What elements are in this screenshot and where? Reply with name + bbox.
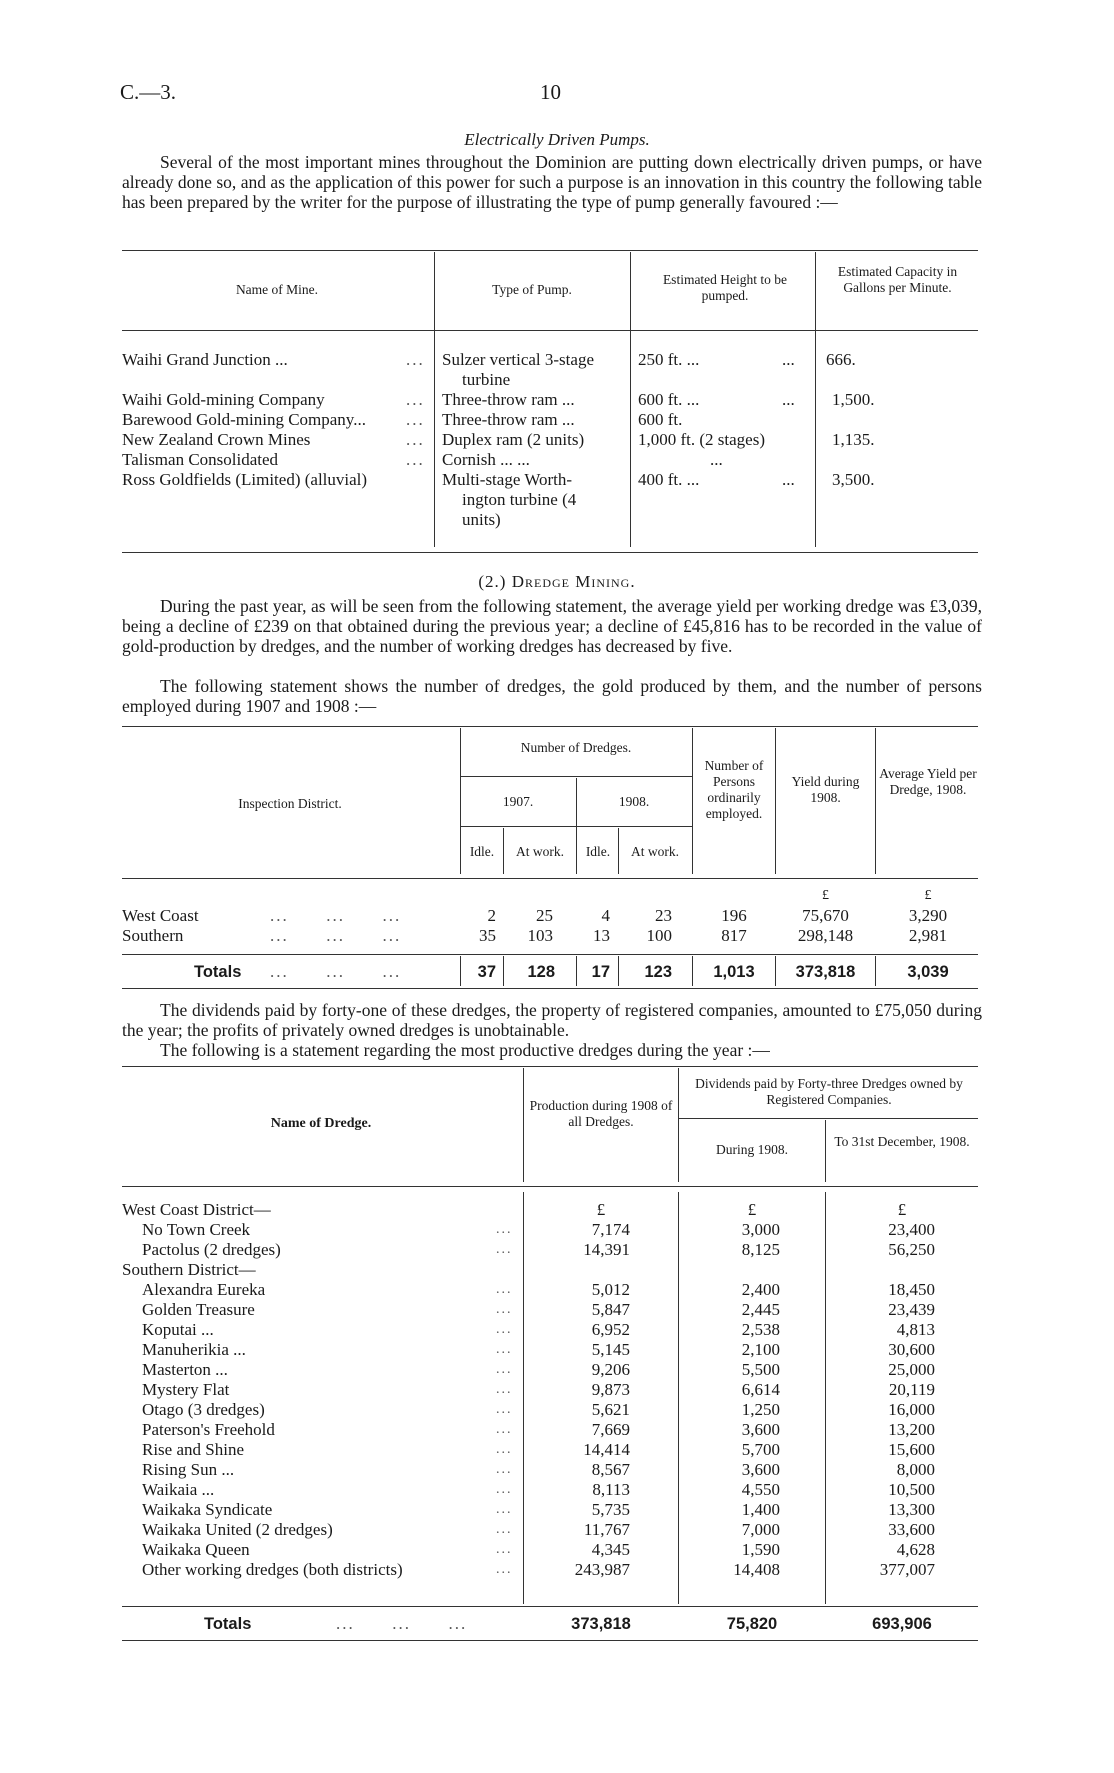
production: 5,621 xyxy=(591,1400,630,1419)
pump-height-dots: ... xyxy=(782,470,795,489)
dividend-during-1908: 2,400 xyxy=(741,1280,780,1299)
pump-type: Multi-stage Worth- xyxy=(442,470,573,489)
currency-symbol: £ xyxy=(897,1200,907,1219)
pump-capacity: 1,135. xyxy=(832,430,875,449)
pumps-header-capacity: Estimated Capacity in Gallons per Minute. xyxy=(837,264,958,295)
persons: 196 xyxy=(721,906,747,925)
dredge-header-idle-1908: Idle. xyxy=(585,844,611,859)
dividend-during-1908: 5,500 xyxy=(741,1360,780,1379)
dividend-to-dec-1908: 4,628 xyxy=(896,1540,935,1559)
pump-type: Three-throw ram ... xyxy=(442,410,575,429)
dividend-to-dec-1908: 30,600 xyxy=(888,1340,935,1359)
dredge-name: Waikaka Syndicate xyxy=(142,1500,273,1519)
dredge-name: No Town Creek xyxy=(142,1220,251,1239)
persons: 817 xyxy=(721,926,747,945)
dividend-during-1908: 8,125 xyxy=(741,1240,780,1259)
pump-height: ... xyxy=(710,450,723,469)
pumps-intro: Several of the most important mines throughout the Dominion are putting down electrically driven pumps, or have already done so, and as the application of this power for such a purpose is an innovation in this country the following table has been prepared by the writer for the purpose of illustrating the type of pump generally favoured :— xyxy=(122,152,982,212)
production: 8,567 xyxy=(591,1460,630,1479)
production: 5,145 xyxy=(591,1340,630,1359)
dredge-para2: The following statement shows the number of dredges, the gold produced by them, and the number of persons employed during 1907 and 1908 :— xyxy=(122,676,982,716)
currency-symbol: £ xyxy=(822,888,829,903)
production: 5,012 xyxy=(591,1280,630,1299)
dividend-to-dec-1908: 16,000 xyxy=(888,1400,935,1419)
dividend-to-dec-1908: 8,000 xyxy=(896,1460,935,1479)
dividend-during-1908: 3,000 xyxy=(741,1220,780,1239)
dredge-header-number: Number of Dredges. xyxy=(520,740,632,755)
dredge-header-district: Inspection District. xyxy=(238,796,342,811)
production: 5,735 xyxy=(591,1500,630,1519)
dividend-during-1908: 1,250 xyxy=(741,1400,780,1419)
dividend-to-dec-1908: 20,119 xyxy=(888,1380,935,1399)
pump-height-dots: ... xyxy=(782,390,795,409)
production: 7,174 xyxy=(591,1220,630,1239)
total-production: 373,818 xyxy=(571,1615,631,1633)
dividend-to-dec-1908: 33,600 xyxy=(888,1520,935,1539)
dividend-during-1908: 5,700 xyxy=(741,1440,780,1459)
yield: 75,670 xyxy=(802,906,849,925)
idle-1907: 35 xyxy=(479,926,496,945)
dividend-during-1908: 4,550 xyxy=(741,1480,780,1499)
dividend-during-1908: 3,600 xyxy=(741,1420,780,1439)
pump-type: Cornish ... ... xyxy=(442,450,530,469)
dividend-to-dec-1908: 4,813 xyxy=(896,1320,935,1339)
dividend-during-1908: 1,590 xyxy=(741,1540,780,1559)
total-during-1908: 75,820 xyxy=(726,1615,778,1633)
dividend-during-1908: 6,614 xyxy=(741,1380,780,1399)
pump-type: Sulzer vertical 3-stage xyxy=(442,350,594,369)
dredge-header-work-1907: At work. xyxy=(516,844,564,859)
total-work-1907: 128 xyxy=(527,963,555,981)
avg-yield: 2,981 xyxy=(908,926,948,945)
dredge-header-idle-1907: Idle. xyxy=(469,844,495,859)
div-header-production: Production during 1908 of all Dredges. xyxy=(529,1098,673,1129)
total-yield: 373,818 xyxy=(795,963,856,981)
dredge-name: Rise and Shine xyxy=(142,1440,244,1459)
production: 5,847 xyxy=(591,1300,630,1319)
pump-type: Three-throw ram ... xyxy=(442,390,575,409)
dredge-name: Golden Treasure xyxy=(142,1300,255,1319)
dividend-during-1908: 7,000 xyxy=(741,1520,780,1539)
dividend-to-dec-1908: 23,400 xyxy=(888,1220,935,1239)
pump-type-cont: turbine xyxy=(462,370,511,389)
production: 8,113 xyxy=(592,1480,630,1499)
mine-name: Waihi Gold-mining Company xyxy=(122,390,325,409)
pumps-header-type: Type of Pump. xyxy=(492,282,572,297)
dividend-to-dec-1908: 377,007 xyxy=(879,1560,935,1579)
work-1907: 103 xyxy=(527,926,553,945)
district-name: Southern xyxy=(122,926,184,945)
total-to-dec-1908: 693,906 xyxy=(872,1615,932,1633)
dredge-header-1908: 1908. xyxy=(618,794,650,809)
total-work-1908: 123 xyxy=(644,963,672,981)
dividends-para1: The dividends paid by forty-one of these dredges, the property of registered companies, amounted to £75,050 during the year; the profits of privately owned dredges is unobtainable. xyxy=(122,1000,982,1040)
currency-symbol: £ xyxy=(747,1200,757,1219)
dredge-header-1907: 1907. xyxy=(502,794,534,809)
idle-1907: 2 xyxy=(487,906,496,925)
dredge-name: Paterson's Freehold xyxy=(142,1420,275,1439)
production: 4,345 xyxy=(591,1540,630,1559)
dividend-to-dec-1908: 15,600 xyxy=(888,1440,935,1459)
production: 243,987 xyxy=(574,1560,630,1579)
pump-capacity: 3,500. xyxy=(832,470,875,489)
dividend-during-1908: 2,445 xyxy=(741,1300,780,1319)
totals-label: Totals xyxy=(204,1615,252,1633)
dividend-during-1908: 2,538 xyxy=(741,1320,780,1339)
dredge-header-avg: Average Yield per Dredge, 1908. xyxy=(879,766,977,797)
dividend-to-dec-1908: 18,450 xyxy=(888,1280,935,1299)
west-coast-label: West Coast District— xyxy=(122,1200,271,1219)
pump-height: 400 ft. ... xyxy=(638,470,700,489)
dividends-para2: The following is a statement regarding the most productive dredges during the year :— xyxy=(160,1040,770,1060)
dividend-during-1908: 3,600 xyxy=(741,1460,780,1479)
dredge-name: Rising Sun ... xyxy=(142,1460,235,1479)
dividend-to-dec-1908: 13,300 xyxy=(888,1500,935,1519)
page-code: C.—3. xyxy=(120,80,177,104)
dredge-name: Otago (3 dredges) xyxy=(142,1400,265,1419)
dividend-during-1908: 2,100 xyxy=(741,1340,780,1359)
avg-yield: 3,290 xyxy=(908,906,948,925)
mine-name: Ross Goldfields (Limited) (alluvial) xyxy=(122,470,368,489)
dredge-header-persons: Number of Persons ordinarily employed. xyxy=(704,758,764,821)
pump-type-cont: units) xyxy=(462,510,501,529)
pump-capacity: 1,500. xyxy=(832,390,875,409)
dredge-header-yield: Yield during 1908. xyxy=(791,774,860,805)
dredge-name: Masterton ... xyxy=(142,1360,228,1379)
pumps-title: Electrically Driven Pumps. xyxy=(464,130,650,149)
div-header-to-dec: To 31st December, 1908. xyxy=(834,1134,970,1149)
mine-name: Barewood Gold-mining Company... xyxy=(122,410,366,429)
dividend-to-dec-1908: 25,000 xyxy=(888,1360,935,1379)
dividend-to-dec-1908: 23,439 xyxy=(888,1300,935,1319)
production: 9,873 xyxy=(591,1380,630,1399)
pump-type-cont: ington turbine (4 xyxy=(462,490,577,509)
pump-type: Duplex ram (2 units) xyxy=(442,430,585,449)
dividend-during-1908: 14,408 xyxy=(733,1560,780,1579)
dredge-header-work-1908: At work. xyxy=(631,844,679,859)
dredge-name: Pactolus (2 dredges) xyxy=(142,1240,281,1259)
work-1908: 100 xyxy=(646,926,672,945)
dividend-to-dec-1908: 10,500 xyxy=(888,1480,935,1499)
pump-height: 1,000 ft. (2 stages) xyxy=(638,430,766,449)
pump-height: 600 ft. ... xyxy=(638,390,700,409)
production: 14,391 xyxy=(583,1240,630,1259)
pump-height: 600 ft. xyxy=(638,410,683,429)
total-avg-yield: 3,039 xyxy=(907,963,949,981)
dredge-para1: During the past year, as will be seen from the following statement, the average yield per working dredge was £3,039, being a decline of £239 on that obtained during the previous year; a decline of £45,816 has to be recorded in the value of gold-production by dredges, and the number of working dredges has decreased by five. xyxy=(122,596,982,656)
dividend-to-dec-1908: 13,200 xyxy=(888,1420,935,1439)
production: 11,767 xyxy=(583,1520,630,1539)
totals-label: Totals xyxy=(194,963,242,981)
currency-symbol: £ xyxy=(924,888,932,903)
mine-name: Waihi Grand Junction ... xyxy=(122,350,288,369)
work-1907: 25 xyxy=(536,906,553,925)
production: 14,414 xyxy=(583,1440,630,1459)
dredge-name: Waikaia ... xyxy=(142,1480,215,1499)
dividend-to-dec-1908: 56,250 xyxy=(888,1240,935,1259)
dredge-name: Manuherikia ... xyxy=(142,1340,246,1359)
dredge-name: Alexandra Eureka xyxy=(142,1280,266,1299)
southern-label: Southern District— xyxy=(122,1260,256,1279)
dredge-name: Mystery Flat xyxy=(142,1380,230,1399)
pumps-header-mine: Name of Mine. xyxy=(235,282,319,297)
pump-capacity: 666. xyxy=(826,350,856,369)
currency-symbol: £ xyxy=(596,1200,606,1219)
dredge-name: Waikaka Queen xyxy=(142,1540,250,1559)
dredge-name: Other working dredges (both districts) xyxy=(142,1560,403,1579)
dredge-title: (2.) Dredge Mining. xyxy=(478,572,636,591)
pump-height: 250 ft. ... xyxy=(638,350,700,369)
total-idle-1907: 37 xyxy=(477,963,496,981)
mine-name: New Zealand Crown Mines xyxy=(122,430,311,449)
production: 9,206 xyxy=(591,1360,630,1379)
dividend-during-1908: 1,400 xyxy=(741,1500,780,1519)
pumps-header-height: Estimated Height to be pumped. xyxy=(662,272,788,303)
work-1908: 23 xyxy=(655,906,672,925)
mine-name: Talisman Consolidated xyxy=(122,450,279,469)
div-header-dividends: Dividends paid by Forty-three Dredges owned by Registered Companies. xyxy=(695,1076,963,1107)
idle-1908: 4 xyxy=(601,906,610,925)
idle-1908: 13 xyxy=(593,926,610,945)
dredge-name: Waikaka United (2 dredges) xyxy=(142,1520,333,1539)
yield: 298,148 xyxy=(797,926,854,945)
div-header-name: Name of Dredge. xyxy=(270,1116,372,1131)
district-name: West Coast xyxy=(122,906,199,925)
production: 6,952 xyxy=(591,1320,630,1339)
page-number: 10 xyxy=(540,80,561,104)
dredge-name: Koputai ... xyxy=(142,1320,214,1339)
pump-height-dots: ... xyxy=(782,350,795,369)
total-idle-1908: 17 xyxy=(591,963,610,981)
total-persons: 1,013 xyxy=(713,963,755,981)
div-header-during: During 1908. xyxy=(716,1142,788,1157)
production: 7,669 xyxy=(591,1420,630,1439)
